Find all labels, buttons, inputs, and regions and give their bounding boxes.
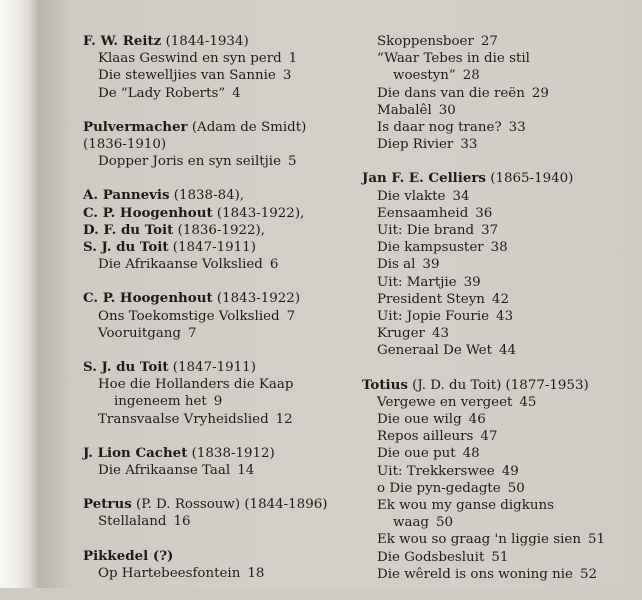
poem-line-continued — [83, 393, 327, 410]
poem-line — [360, 549, 605, 566]
poem-line — [360, 428, 605, 445]
poem-title: Ons Toekomstige Volkslied — [98, 308, 280, 324]
poem-title: Uit: Jopie Fourie — [377, 309, 490, 325]
poem-title: Diep Rivier — [377, 137, 454, 153]
author-heading — [83, 205, 327, 222]
poem-title: Ek wou my ganse digkuns — [377, 498, 554, 514]
author-dates-line — [83, 136, 327, 153]
page-number: 33 — [460, 137, 478, 153]
author-dates: (1836-1922), — [177, 222, 265, 238]
page-number: 1 — [288, 51, 298, 67]
poem-title: Dis al — [377, 257, 416, 273]
poem-line — [360, 394, 605, 411]
author-name: C. P. Hoogenhout — [83, 290, 213, 307]
poem-title-continued: ingeneem het — [114, 394, 207, 410]
author-dates: (1865-1940) — [490, 171, 574, 187]
poem-line — [360, 33, 605, 50]
page-number: 48 — [462, 446, 480, 462]
poem-title: Die Godsbesluit — [377, 549, 485, 565]
poem-line — [360, 274, 605, 291]
page-number: 7 — [188, 325, 197, 341]
page-number: 39 — [463, 274, 481, 290]
author-name: J. Lion Cachet — [83, 444, 188, 461]
page-number: 12 — [275, 411, 293, 427]
poem-title: Mabalêl — [377, 102, 432, 118]
poem-title: Dopper Joris en syn seiltjie — [98, 154, 281, 170]
poem-line — [83, 513, 327, 530]
poem-line — [83, 376, 327, 393]
poem-title: Ek wou so graag 'n liggie sien — [377, 532, 581, 548]
poem-line — [83, 462, 327, 479]
poem-line — [360, 308, 605, 325]
poem-title: Die oue wilg — [377, 412, 462, 428]
page-number: 50 — [507, 480, 525, 496]
author-name: Pulvermacher — [83, 118, 188, 135]
page-number: 4 — [232, 85, 241, 101]
poem-title: Die Afrikaanse Taal — [98, 463, 231, 479]
page-number: 42 — [491, 291, 509, 307]
poem-line — [83, 85, 327, 102]
author-name: D. F. du Toit — [83, 221, 174, 238]
poem-line — [360, 119, 605, 136]
poem-line — [83, 50, 327, 67]
author-dates: (1836-1910) — [83, 137, 167, 153]
toc-entry-petrus — [83, 496, 327, 530]
poem-title: Vergewe en vergeet — [377, 394, 513, 410]
poem-title: Generaal De Wet — [377, 343, 492, 359]
poem-line — [83, 565, 327, 582]
poem-title: Die Afrikaanse Volkslied — [98, 257, 263, 273]
author-heading — [83, 239, 327, 256]
toc-entry-group-authors — [83, 187, 327, 273]
author-name: Pikkedel (?) — [83, 547, 174, 564]
author-dates: (J. D. du Toit) (1877-1953) — [412, 377, 589, 393]
poem-title: Die kampsuster — [377, 240, 484, 256]
poem-title: o Die pyn-gedagte — [377, 480, 501, 496]
toc-right-column — [360, 33, 605, 600]
author-name: F. W. Reitz — [83, 33, 162, 49]
author-dates: (1847-1911) — [172, 360, 256, 376]
poem-line — [360, 85, 605, 102]
author-heading — [83, 33, 327, 50]
toc-continued-poems — [360, 33, 605, 153]
page-number: 9 — [213, 394, 223, 410]
poem-line — [360, 531, 605, 548]
poem-line — [360, 188, 605, 205]
poem-title: Transvaalse Vryheidslied — [98, 411, 269, 427]
author-name: Petrus — [83, 496, 132, 513]
poem-line — [360, 205, 605, 222]
poem-title: Die oue put — [377, 446, 456, 462]
poem-title-continued: woestyn” — [393, 68, 456, 84]
poem-line — [83, 256, 327, 273]
page-number: 49 — [501, 463, 519, 479]
page-number: 50 — [436, 515, 454, 531]
toc-entry-pulvermacher — [83, 119, 327, 171]
author-dates: (1838-84), — [173, 188, 245, 204]
author-heading — [83, 290, 327, 307]
author-name: Totius — [362, 376, 408, 393]
poem-title: Kruger — [377, 326, 425, 342]
page-number: 46 — [468, 412, 486, 428]
page-number: 29 — [531, 85, 549, 101]
poem-line — [83, 411, 327, 428]
author-dates: (1844-1934) — [165, 34, 249, 49]
poem-title: Die vlakte — [377, 188, 446, 204]
page-number: 44 — [498, 343, 517, 359]
poem-title: Die stewelljies van Sannie — [98, 68, 276, 84]
toc-entry-hoogenhout — [83, 290, 327, 342]
page-number: 45 — [519, 394, 537, 410]
author-dates: (1843-1922), — [216, 205, 305, 221]
poem-title: Uit: Martjie — [377, 274, 457, 290]
author-heading — [83, 548, 327, 565]
page-number: 28 — [462, 68, 480, 84]
page-number: 14 — [237, 463, 255, 479]
author-dates: (1843-1922) — [216, 291, 301, 307]
page-number: 34 — [452, 188, 470, 204]
poem-line — [360, 497, 605, 514]
poem-line — [83, 67, 327, 84]
poem-title: President Steyn — [377, 291, 485, 307]
poem-title: Skoppensboer — [377, 34, 474, 49]
poem-title: Uit: Die brand — [377, 223, 475, 239]
page-number: 18 — [247, 565, 265, 581]
page-number: 51 — [587, 532, 605, 548]
poem-line — [360, 102, 605, 119]
page-number: 36 — [475, 205, 493, 221]
poem-title: De “Lady Roberts” — [98, 85, 226, 101]
toc-entry-du-toit — [83, 359, 327, 428]
poem-title: Klaas Geswind en syn perd — [98, 51, 282, 67]
author-heading — [83, 187, 327, 204]
poem-title: Die wêreld is ons woning nie — [377, 566, 573, 582]
poem-line — [360, 411, 605, 428]
poem-line — [360, 50, 605, 67]
poem-line — [360, 256, 605, 273]
author-dates: (1838-1912) — [191, 445, 275, 461]
page-number: 39 — [422, 257, 440, 273]
toc-entry-cachet — [83, 445, 327, 479]
page-number: 37 — [481, 223, 499, 239]
poem-title: Repos ailleurs — [377, 429, 474, 445]
poem-line — [360, 239, 605, 256]
poem-line — [360, 445, 605, 462]
poem-line — [360, 566, 605, 583]
author-dates: (P. D. Rossouw) (1844-1896) — [136, 497, 328, 513]
page-number: 6 — [269, 257, 279, 273]
poem-title: Vooruitgang — [98, 325, 182, 341]
author-name: Jan F. E. Celliers — [362, 170, 486, 187]
page-number: 52 — [579, 566, 598, 582]
poem-title: “Waar Tebes in die stil — [377, 51, 530, 67]
author-heading — [362, 377, 605, 394]
poem-line — [360, 325, 605, 342]
author-heading — [83, 119, 327, 136]
author-name: S. J. du Toit — [83, 359, 169, 376]
author-heading — [83, 496, 327, 513]
poem-title-continued: waag — [393, 515, 430, 531]
toc-left-column — [83, 33, 327, 599]
page-number: 30 — [438, 102, 456, 118]
page-number: 43 — [431, 326, 449, 342]
author-details: (Adam de Smidt) — [191, 119, 307, 135]
poem-line — [83, 325, 327, 342]
poem-line — [360, 222, 605, 239]
poem-title: Uit: Trekkerswee — [377, 463, 495, 479]
book-spine-margin — [0, 0, 38, 588]
poem-line-continued — [360, 514, 605, 531]
author-name: A. Pannevis — [83, 187, 170, 204]
poem-title: Die dans van die reën — [377, 85, 525, 101]
toc-entry-reitz — [83, 33, 327, 102]
page-number: 27 — [480, 34, 498, 49]
toc-entry-totius — [360, 377, 605, 583]
page-number: 3 — [282, 68, 292, 84]
author-heading — [83, 445, 327, 462]
page-number: 51 — [491, 549, 509, 565]
page-number: 33 — [508, 120, 526, 136]
page-number: 16 — [173, 514, 191, 530]
page-number: 43 — [496, 309, 514, 325]
poem-title: Is daar nog trane? — [377, 120, 502, 136]
poem-line — [360, 463, 605, 480]
toc-entry-celliers — [360, 170, 605, 359]
page-number: 5 — [288, 154, 297, 170]
author-dates: (1847-1911) — [172, 240, 256, 256]
poem-line — [83, 308, 327, 325]
poem-line — [360, 342, 605, 359]
toc-entry-pikkedel — [83, 548, 327, 582]
author-name: S. J. du Toit — [83, 239, 169, 256]
author-heading — [83, 222, 327, 239]
author-name: C. P. Hoogenhout — [83, 204, 213, 221]
poem-line — [83, 153, 327, 170]
author-heading — [362, 170, 605, 187]
poem-title: Op Hartebeesfontein — [98, 565, 241, 581]
poem-line — [360, 291, 605, 308]
poem-title: Stellaland — [98, 514, 167, 530]
author-heading — [83, 359, 327, 376]
poem-line — [360, 480, 605, 497]
poem-title: Hoe die Hollanders die Kaap — [98, 377, 294, 393]
poem-line-continued — [360, 67, 605, 84]
poem-line — [360, 136, 605, 153]
poem-title: Eensaamheid — [377, 205, 469, 221]
page-number: 38 — [490, 240, 508, 256]
page-number: 47 — [480, 429, 498, 445]
page-number: 7 — [286, 308, 296, 324]
